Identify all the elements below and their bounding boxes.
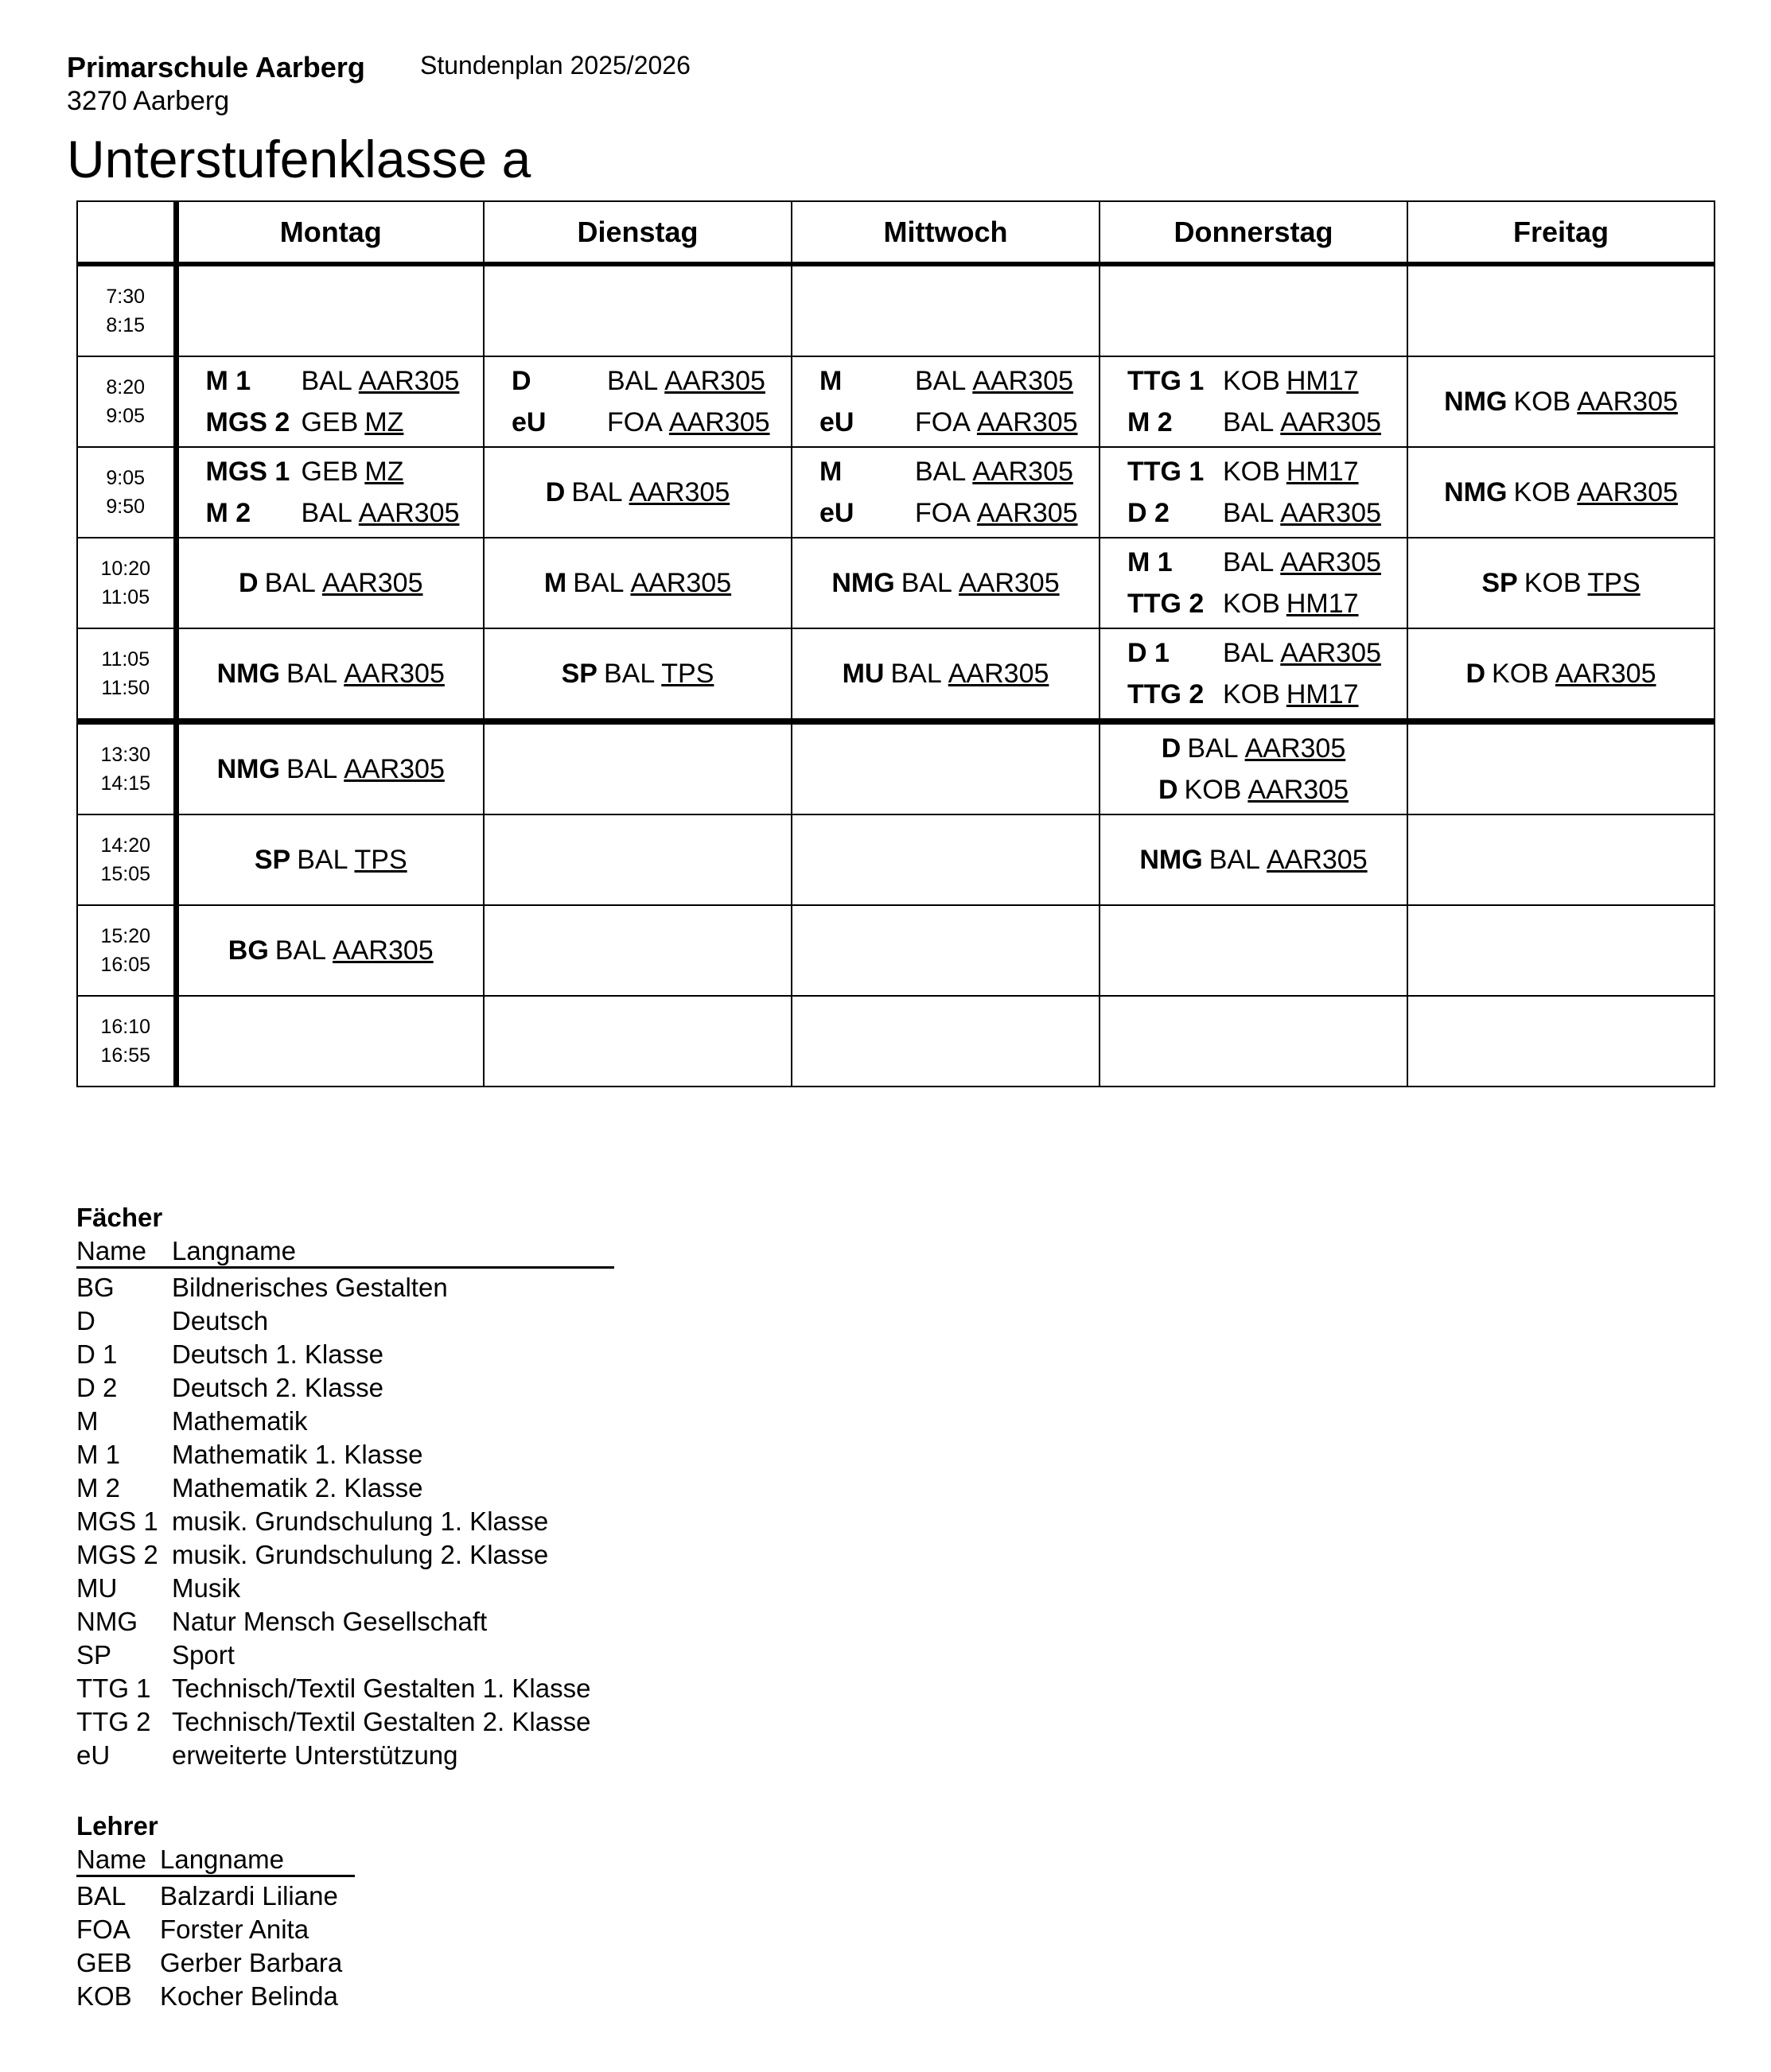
legend-row [76,1406,308,1436]
legend-code: D 2 [76,1373,118,1402]
time-start: 13:30 [100,744,151,766]
room-link[interactable]: AAR305 [668,407,770,437]
room-link[interactable]: AAR305 [1577,477,1678,507]
lesson-entry [1100,769,1407,811]
subject-code: SP [254,845,291,875]
lesson-entry [179,402,484,443]
room-link[interactable]: AAR305 [1244,733,1346,764]
time-start: 11:05 [101,648,150,671]
room-link[interactable]: TPS [354,845,407,875]
room-link[interactable]: AAR305 [358,498,460,528]
teacher-code: BAL [915,366,967,396]
legend-row [76,1981,338,2012]
lesson-cell [484,814,792,905]
lesson-entry [792,402,1099,443]
lesson-cell [176,721,484,814]
lesson-entry [1100,632,1407,674]
time-start: 16:10 [100,1016,151,1038]
teacher-code: BAL [1223,547,1275,577]
legend-row [76,1948,342,1978]
legend-long: Technisch/Textil Gestalten 2. Klasse [172,1707,591,1736]
lesson-cell [792,447,1100,538]
lesson-entry [179,748,484,790]
lesson-cell [484,721,792,814]
teacher-code: BAL [286,754,338,784]
teacher-code: KOB [1223,457,1280,487]
time-slot [77,996,176,1087]
lesson-entry [1408,472,1714,513]
subject-code: M 2 [205,498,251,528]
teacher-code: BAL [301,366,352,396]
room-link[interactable]: AAR305 [958,568,1060,598]
plan-title: Stundenplan 2025/2026 [420,51,691,80]
room-link[interactable]: AAR305 [358,366,460,396]
time-end: 9:05 [106,405,146,427]
room-link[interactable]: AAR305 [629,477,730,507]
teacher-code: BAL [571,477,623,507]
lesson-cell [792,721,1100,814]
legend-title: Lehrer [76,1811,158,1841]
lesson-cell [176,814,484,905]
subject-code: BG [228,935,269,966]
subject-code: D [512,366,531,396]
subject-code: D [545,477,566,507]
room-link[interactable]: MZ [364,407,404,437]
legend-code: MGS 1 [76,1506,158,1536]
lesson-entry [1100,402,1407,443]
teacher-code: BAL [1209,845,1260,875]
room-link[interactable]: AAR305 [321,568,423,598]
lesson-entry [1408,653,1714,694]
lesson-entry [1100,728,1407,769]
lesson-cell [792,628,1100,721]
lesson-cell [1100,264,1407,356]
legend-long: musik. Grundschulung 1. Klasse [172,1506,549,1536]
legend-row [76,1339,383,1370]
school-name: Primarschule Aarberg [67,51,365,84]
lesson-cell [484,264,792,356]
legend-header [76,1236,614,1269]
legend-long: Deutsch 2. Klasse [172,1373,383,1402]
time-end: 16:55 [100,1044,151,1067]
legend-row [76,1273,448,1303]
room-link[interactable]: AAR305 [1266,845,1368,875]
lesson-entry [792,360,1099,402]
timetable-row [77,264,1715,356]
lesson-cell [1100,447,1407,538]
timetable-corner [77,201,176,264]
day-header: Dienstag [484,201,792,264]
subject-code: eU [512,407,547,437]
legend-row [76,1573,240,1604]
subject-code: TTG 1 [1127,366,1205,396]
subject-code: TTG 1 [1127,457,1205,487]
subject-code: eU [819,498,854,528]
lesson-cell [792,905,1100,996]
room-link[interactable]: HM17 [1286,589,1359,619]
teacher-code: BAL [301,498,352,528]
room-link[interactable]: AAR305 [1280,638,1381,668]
legend-code: BG [76,1273,115,1302]
legend-row [76,1306,268,1336]
legend-code: NMG [76,1607,138,1636]
teacher-code: BAL [573,568,625,598]
lesson-entry [485,562,791,604]
room-link[interactable]: HM17 [1286,457,1359,487]
teacher-code: GEB [301,457,359,487]
legend-row [76,1540,548,1570]
subject-code: M 2 [1127,407,1173,437]
time-slot [77,721,176,814]
time-start: 10:20 [100,558,151,580]
teacher-code: BAL [603,659,656,689]
legend-long: Deutsch 1. Klasse [172,1339,383,1369]
lesson-cell [1100,628,1407,721]
legend-code: M [76,1406,99,1436]
subject-code: TTG 2 [1127,679,1205,709]
timetable-row [77,814,1715,905]
subject-code: NMG [216,659,280,689]
subject-code: M [819,366,843,396]
time-end: 9:50 [106,496,146,518]
teacher-code: BAL [297,845,348,875]
legend-code: MU [76,1573,118,1603]
lesson-entry [179,839,484,881]
lesson-cell [1100,538,1407,628]
legend-long: Mathematik 2. Klasse [172,1473,423,1502]
lesson-entry [1100,542,1407,583]
timetable-row [77,628,1715,721]
lesson-entry [1100,451,1407,492]
time-start: 9:05 [106,467,146,489]
timetable-row [77,356,1715,447]
lesson-entry [179,451,484,492]
subject-code: TTG 2 [1127,589,1205,619]
legend-code: KOB [76,1981,132,2011]
legend-code: eU [76,1740,111,1770]
timetable-row [77,721,1715,814]
lesson-cell [484,447,792,538]
lesson-entry [485,360,791,402]
legend-code: GEB [76,1948,132,1977]
room-link[interactable]: AAR305 [948,659,1049,689]
time-end: 11:50 [101,677,150,699]
timetable-row [77,996,1715,1087]
time-end: 14:15 [100,772,151,795]
lesson-cell [792,264,1100,356]
subject-code: D 1 [1127,638,1170,668]
teacher-code: BAL [286,659,338,689]
subject-code: D 2 [1127,498,1170,528]
legend-long: Musik [172,1573,241,1603]
time-slot [77,905,176,996]
lesson-cell [176,628,484,721]
subject-code: NMG [216,754,280,784]
lesson-entry [1100,674,1407,715]
teacher-code: FOA [607,407,663,437]
legend-col-long: Langname [172,1236,296,1265]
legend-long: Balzardi Liliane [160,1881,338,1911]
room-link[interactable]: AAR305 [1247,775,1349,805]
time-slot [77,356,176,447]
day-header: Freitag [1407,201,1715,264]
lesson-entry [1100,360,1407,402]
legend-long: Kocher Belinda [160,1981,338,2011]
legend-long: Sport [172,1640,235,1670]
teacher-code: BAL [1223,407,1275,437]
teacher-code: GEB [301,407,359,437]
subject-code: eU [819,407,854,437]
room-link[interactable]: AAR305 [972,457,1073,487]
subject-code: SP [1481,568,1518,598]
time-slot [77,814,176,905]
subject-code: NMG [831,568,895,598]
legend-code: BAL [76,1881,127,1911]
teacher-code: FOA [915,498,971,528]
lesson-cell [792,814,1100,905]
lesson-cell [176,996,484,1087]
lesson-cell [484,628,792,721]
lesson-entry [179,562,484,604]
lesson-cell [484,905,792,996]
time-slot [77,538,176,628]
time-slot [77,628,176,721]
room-link[interactable]: AAR305 [972,366,1073,396]
teacher-code: KOB [1492,659,1549,689]
room-link[interactable]: HM17 [1286,366,1359,396]
lesson-entry [1408,562,1714,604]
lesson-cell [1407,996,1715,1087]
lesson-entry [792,451,1099,492]
subject-code: MGS 2 [205,407,290,437]
time-end: 11:05 [101,586,150,608]
room-link[interactable]: AAR305 [1280,547,1381,577]
lesson-cell [792,538,1100,628]
timetable [76,200,1715,1087]
legend-long: Deutsch [172,1306,269,1335]
teacher-code: KOB [1524,568,1582,598]
lesson-entry [179,360,484,402]
room-link[interactable]: AAR305 [1280,407,1381,437]
legend-long: Mathematik [172,1406,308,1436]
lesson-entry [792,562,1099,604]
room-link[interactable]: AAR305 [344,659,445,689]
lesson-entry [179,653,484,694]
lesson-cell [1100,905,1407,996]
legend-code: FOA [76,1915,130,1944]
legend-code: M 2 [76,1473,121,1502]
lesson-cell [792,996,1100,1087]
timetable-row [77,447,1715,538]
subject-code: M 1 [205,366,251,396]
subject-code: D [1158,775,1178,805]
teacher-code: BAL [1187,733,1239,764]
time-start: 7:30 [106,286,146,308]
time-start: 14:20 [100,834,151,857]
lesson-cell [1407,447,1715,538]
lesson-entry [179,492,484,534]
lesson-cell [176,447,484,538]
lesson-entry [1100,492,1407,534]
room-link[interactable]: AAR305 [630,568,732,598]
lesson-entry [1100,583,1407,624]
lesson-cell [176,538,484,628]
subject-code: M [819,457,843,487]
legend-code: TTG 1 [76,1674,151,1703]
subject-code: D [239,568,259,598]
time-end: 16:05 [100,954,151,976]
legend-row [76,1607,487,1637]
lesson-cell [176,356,484,447]
day-header: Montag [176,201,484,264]
legend-code: MGS 2 [76,1540,158,1569]
legend-long: Technisch/Textil Gestalten 1. Klasse [172,1674,591,1703]
teacher-code: KOB [1513,477,1571,507]
room-link[interactable]: AAR305 [1555,659,1656,689]
legend-row [76,1674,590,1704]
school-city: 3270 Aarberg [67,86,230,116]
lesson-cell [1407,721,1715,814]
legend-long: Mathematik 1. Klasse [172,1440,423,1469]
lesson-cell [484,356,792,447]
time-end: 8:15 [106,314,146,336]
lesson-cell [1100,721,1407,814]
lesson-cell [1407,905,1715,996]
teacher-code: KOB [1223,589,1280,619]
subject-code: D [1161,733,1181,764]
lesson-cell [792,356,1100,447]
legend-col-long: Langname [160,1845,284,1874]
lesson-cell [1407,538,1715,628]
room-link[interactable]: TPS [1587,568,1641,598]
teacher-code: BAL [1223,638,1275,668]
time-slot [77,447,176,538]
class-name: Unterstufenklasse a [67,130,531,189]
room-link[interactable]: MZ [364,457,404,487]
legend-code: D 1 [76,1339,118,1369]
time-start: 15:20 [100,925,151,947]
legend-long: Gerber Barbara [160,1948,343,1977]
teacher-code: BAL [915,457,967,487]
room-link[interactable]: AAR305 [344,754,445,784]
teacher-code: BAL [607,366,659,396]
subject-code: MGS 1 [205,457,290,487]
lesson-entry [1100,839,1407,881]
subject-code: D [1465,659,1486,689]
lesson-cell [1407,264,1715,356]
teacher-code: KOB [1184,775,1242,805]
lesson-cell [1407,814,1715,905]
legend-code: M 1 [76,1440,121,1469]
lesson-entry [792,653,1099,694]
teacher-code: KOB [1223,679,1280,709]
teacher-code: FOA [915,407,971,437]
legend-row [76,1506,548,1537]
room-link[interactable]: AAR305 [1577,387,1678,417]
time-end: 15:05 [100,863,151,885]
legend-long: musik. Grundschulung 2. Klasse [172,1540,549,1569]
timetable-body [77,264,1715,1087]
legend-row [76,1915,309,1945]
lesson-cell [1407,356,1715,447]
timetable-row [77,538,1715,628]
legend-code: SP [76,1640,112,1670]
teacher-code: KOB [1223,366,1280,396]
teacher-code: KOB [1513,387,1571,417]
room-link[interactable]: AAR305 [664,366,765,396]
time-start: 8:20 [106,376,146,398]
teacher-code: BAL [901,568,952,598]
teacher-code: BAL [274,935,327,966]
teacher-code: BAL [1223,498,1275,528]
lesson-cell [484,538,792,628]
legend-row [76,1640,235,1670]
legend-col-name: Name [76,1845,147,1874]
teacher-code: BAL [890,659,942,689]
lesson-cell [176,905,484,996]
room-link[interactable]: AAR305 [333,935,434,966]
lesson-cell [1100,814,1407,905]
room-link[interactable]: AAR305 [976,407,1078,437]
legend-code: D [76,1306,95,1335]
legend-row [76,1740,458,1771]
lesson-entry [485,472,791,513]
legend-long: Bildnerisches Gestalten [172,1273,448,1302]
legend-row [76,1707,590,1737]
legend-code: TTG 2 [76,1707,151,1736]
legend-header [76,1845,355,1877]
lesson-entry [792,492,1099,534]
day-header: Donnerstag [1100,201,1407,264]
room-link[interactable]: AAR305 [1280,498,1381,528]
teacher-code: BAL [264,568,316,598]
subject-code: M [543,568,567,598]
legend-col-name: Name [76,1236,147,1265]
lesson-cell [1100,356,1407,447]
legend-row [76,1881,338,1911]
legend-row [76,1440,422,1470]
room-link[interactable]: AAR305 [976,498,1078,528]
subject-code: SP [561,659,597,689]
lesson-cell [1100,996,1407,1087]
timetable-row [77,905,1715,996]
subject-code: NMG [1444,387,1508,417]
legend-title: Fächer [76,1203,163,1232]
subject-code: M 1 [1127,547,1173,577]
subject-code: NMG [1139,845,1203,875]
day-header: Mittwoch [792,201,1100,264]
legend-row [76,1473,422,1503]
lesson-cell [484,996,792,1087]
legend-row [76,1373,383,1403]
legend-long: Natur Mensch Gesellschaft [172,1607,488,1636]
subject-code: NMG [1444,477,1508,507]
lesson-entry [179,930,484,971]
legend-long: erweiterte Unterstützung [172,1740,458,1770]
lesson-entry [485,653,791,694]
lesson-cell [1407,628,1715,721]
subject-code: MU [842,659,885,689]
room-link[interactable]: TPS [661,659,714,689]
lesson-cell [176,264,484,356]
time-slot [77,264,176,356]
legend-long: Forster Anita [160,1915,309,1944]
room-link[interactable]: HM17 [1286,679,1359,709]
lesson-entry [1408,381,1714,422]
lesson-entry [485,402,791,443]
